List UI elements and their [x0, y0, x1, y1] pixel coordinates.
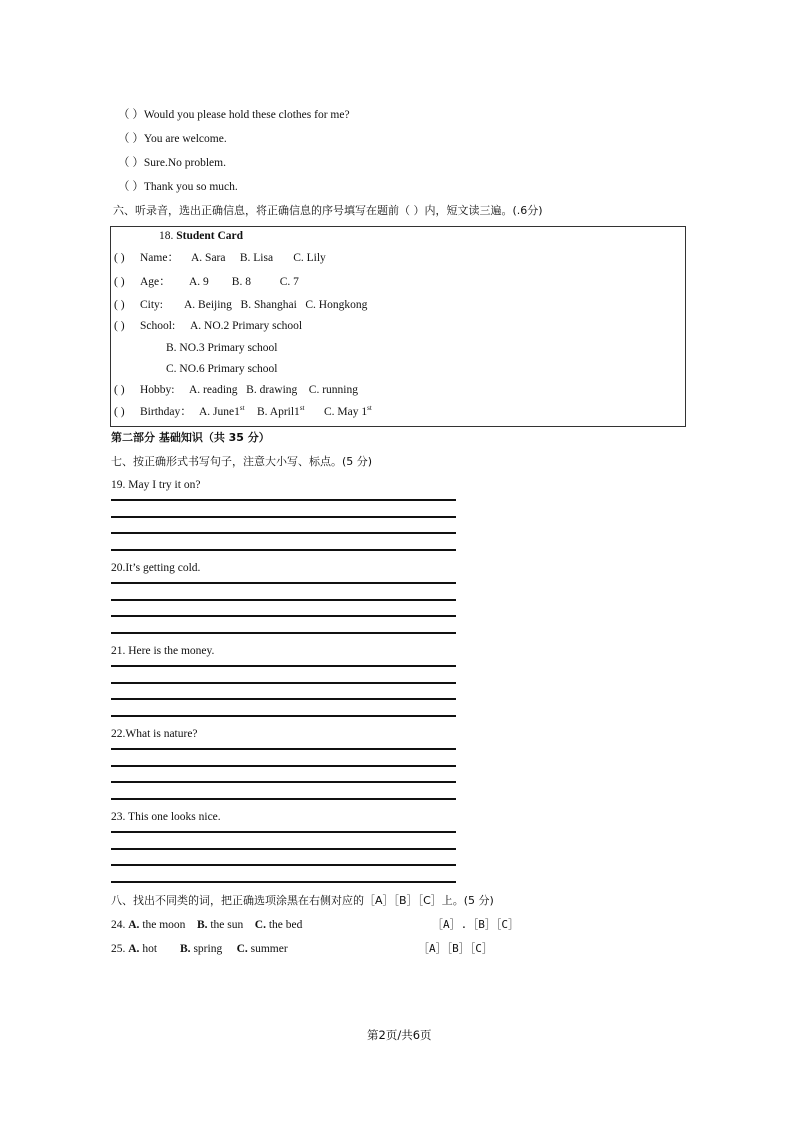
question-24-number: 24.	[111, 919, 126, 931]
birthday-option-c: C. May 1	[324, 406, 368, 418]
card-row-name	[114, 251, 125, 265]
writing-line[interactable]	[111, 748, 456, 750]
question-22: 22.What is nature?	[111, 728, 198, 740]
writing-line[interactable]	[111, 599, 456, 601]
card-options-birthday-b	[257, 405, 304, 419]
card-options-name: A. Sara B. Lisa C. Lily	[191, 252, 326, 264]
dialog-line-4: （ ）Thank you so much.	[118, 181, 238, 193]
card-label-age: Age：	[140, 276, 171, 288]
question-20: 20.It’s getting cold.	[111, 562, 201, 574]
birthday-option-b: B. April1	[257, 406, 300, 418]
writing-line[interactable]	[111, 848, 456, 850]
writing-line[interactable]	[111, 715, 456, 717]
question-24	[111, 918, 302, 932]
card-title-text: Student Card	[176, 230, 244, 242]
writing-line[interactable]	[111, 698, 456, 700]
answer-paren[interactable]: ( )	[114, 384, 125, 396]
writing-line[interactable]	[111, 615, 456, 617]
card-label-school: School:	[140, 320, 176, 332]
answer-paren[interactable]: ( )	[114, 252, 125, 264]
writing-line[interactable]	[111, 864, 456, 866]
option-c-text: summer	[247, 943, 288, 955]
writing-line[interactable]	[111, 516, 456, 518]
option-c-letter: C.	[236, 943, 248, 955]
page-footer: 第2页/共6页	[367, 1028, 432, 1042]
card-number: 18.	[159, 230, 174, 242]
answer-paren[interactable]: ( )	[114, 320, 125, 332]
dialog-line-2: （ ）You are welcome.	[118, 133, 227, 145]
writing-line[interactable]	[111, 682, 456, 684]
card-label-hobby: Hobby:	[140, 384, 175, 396]
writing-line[interactable]	[111, 632, 456, 634]
answer-paren[interactable]: ( )	[114, 406, 125, 418]
question-25	[111, 942, 288, 956]
card-label-city: City:	[140, 299, 164, 311]
section8-heading: 八、找出不同类的词，把正确选项涂黑在右侧对应的［A］［B］［C］上。(5 分)	[111, 894, 494, 907]
option-b-text: spring	[190, 943, 223, 955]
option-b-letter: B.	[180, 943, 191, 955]
answer-sheet-24[interactable]: ［A］.［B］［C］	[432, 918, 519, 931]
question-23: 23. This one looks nice.	[111, 811, 221, 823]
writing-line[interactable]	[111, 499, 456, 501]
writing-line[interactable]	[111, 549, 456, 551]
answer-paren[interactable]: ( )	[114, 276, 125, 288]
answer-sheet-25[interactable]: ［A］［B］［C］	[418, 942, 493, 955]
card-row-city	[114, 298, 125, 312]
option-c-text: the bed	[265, 919, 303, 931]
writing-line[interactable]	[111, 582, 456, 584]
writing-line[interactable]	[111, 532, 456, 534]
option-a-text: the moon	[139, 919, 186, 931]
section7-heading: 七、按正确形式书写句子，注意大小写、标点。(5 分)	[111, 455, 373, 468]
birthday-option-c-sup: st	[367, 404, 372, 413]
card-row-age	[114, 275, 125, 289]
card-options-birthday-c	[324, 405, 372, 419]
card-options-city: A. Beijing B. Shanghai C. Hongkong	[184, 299, 368, 311]
question-19: 19. May I try it on?	[111, 479, 201, 491]
birthday-option-a-sup: st	[239, 404, 245, 413]
writing-line[interactable]	[111, 881, 456, 883]
card-row-birthday	[114, 405, 125, 419]
card-options-school-a: A. NO.2 Primary school	[190, 320, 303, 332]
writing-line[interactable]	[111, 781, 456, 783]
question-25-number: 25.	[111, 943, 126, 955]
section6-heading: 六、听录音，选出正确信息，将正确信息的序号填写在题前（ ）内，短文读三遍。(.6分)	[113, 204, 543, 217]
writing-line[interactable]	[111, 665, 456, 667]
writing-line[interactable]	[111, 798, 456, 800]
card-title	[159, 229, 243, 243]
card-label-birthday: Birthday：	[140, 406, 192, 418]
card-row-school	[114, 319, 125, 333]
card-options-age: A. 9 B. 8 C. 7	[189, 276, 299, 288]
card-label-name: Name：	[140, 252, 179, 264]
option-c-letter: C.	[254, 919, 266, 931]
part2-heading: 第二部分 基础知识（共 35 分）	[111, 431, 270, 444]
card-options-hobby: A. reading B. drawing C. running	[189, 384, 358, 396]
card-options-school-b: B. NO.3 Primary school	[166, 342, 278, 354]
option-a-text: hot	[139, 943, 158, 955]
option-b-text: the sun	[207, 919, 244, 931]
option-a-letter: A.	[128, 943, 140, 955]
answer-paren[interactable]: ( )	[114, 299, 125, 311]
card-row-hobby	[114, 383, 125, 397]
birthday-option-b-sup: st	[299, 404, 305, 413]
question-21: 21. Here is the money.	[111, 645, 215, 657]
writing-line[interactable]	[111, 831, 456, 833]
card-options-school-c: C. NO.6 Primary school	[166, 363, 278, 375]
birthday-option-a: A. June1	[199, 406, 240, 418]
option-b-letter: B.	[196, 919, 208, 931]
writing-line[interactable]	[111, 765, 456, 767]
dialog-line-3: （ ）Sure.No problem.	[118, 157, 226, 169]
card-options-birthday	[199, 405, 245, 419]
option-a-letter: A.	[128, 919, 140, 931]
dialog-line-1: （ ）Would you please hold these clothes for me?	[118, 109, 350, 121]
